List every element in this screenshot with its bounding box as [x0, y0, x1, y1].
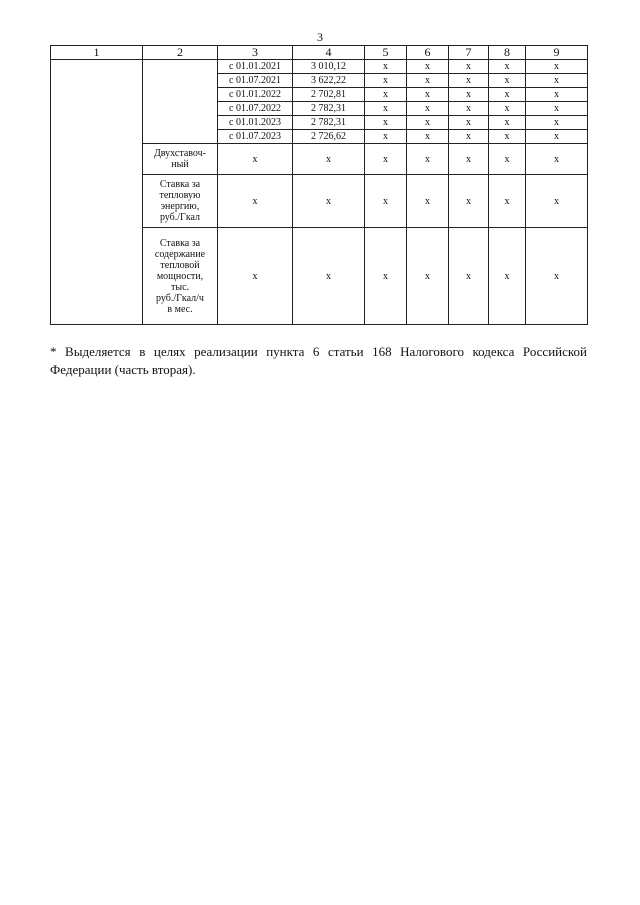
- x-mark-cell: x: [365, 144, 407, 175]
- tariff-value-cell: 2 782,31: [293, 102, 365, 116]
- x-mark-cell: x: [449, 228, 489, 325]
- x-mark-cell: x: [365, 102, 407, 116]
- x-mark-cell: x: [407, 88, 449, 102]
- x-mark-cell: x: [449, 88, 489, 102]
- empty-cell: [51, 60, 143, 325]
- x-mark-cell: x: [293, 175, 365, 228]
- rate-label-cell: Ставка за содержание тепловой мощности, тыс. руб./Гкал/ч в мес.: [143, 228, 218, 325]
- x-mark-cell: x: [218, 144, 293, 175]
- column-number-header: 5: [365, 46, 407, 60]
- table-row: [51, 60, 588, 74]
- tariff-value-cell: 2 702,81: [293, 88, 365, 102]
- x-mark-cell: x: [526, 102, 588, 116]
- x-mark-cell: x: [293, 228, 365, 325]
- tariff-value-cell: 2 782,31: [293, 116, 365, 130]
- x-mark-cell: x: [407, 116, 449, 130]
- x-mark-cell: x: [489, 88, 526, 102]
- rate-label-cell: Двухставоч- ный: [143, 144, 218, 175]
- x-mark-cell: x: [449, 116, 489, 130]
- date-cell: с 01.01.2023: [218, 116, 293, 130]
- x-mark-cell: x: [407, 74, 449, 88]
- date-cell: с 01.07.2023: [218, 130, 293, 144]
- x-mark-cell: x: [526, 88, 588, 102]
- x-mark-cell: x: [526, 116, 588, 130]
- date-cell: с 01.07.2022: [218, 102, 293, 116]
- x-mark-cell: x: [365, 60, 407, 74]
- x-mark-cell: x: [489, 102, 526, 116]
- column-number-header: 8: [489, 46, 526, 60]
- x-mark-cell: x: [489, 175, 526, 228]
- column-number-header: 9: [526, 46, 588, 60]
- tariff-value-cell: 3 622,22: [293, 74, 365, 88]
- x-mark-cell: x: [407, 102, 449, 116]
- x-mark-cell: x: [489, 116, 526, 130]
- empty-cell: [143, 60, 218, 144]
- footnote: * Выделяется в целях реализации пункта 6 статьи 168 Налогового кодекса Российской Федерации (часть вторая).: [50, 344, 587, 377]
- x-mark-cell: x: [489, 144, 526, 175]
- x-mark-cell: x: [365, 88, 407, 102]
- tariff-value-cell: 3 010,12: [293, 60, 365, 74]
- column-number-header: 6: [407, 46, 449, 60]
- x-mark-cell: x: [407, 60, 449, 74]
- x-mark-cell: x: [449, 144, 489, 175]
- x-mark-cell: x: [365, 175, 407, 228]
- x-mark-cell: x: [526, 74, 588, 88]
- tariff-value-cell: 2 726,62: [293, 130, 365, 144]
- x-mark-cell: x: [407, 228, 449, 325]
- x-mark-cell: x: [526, 228, 588, 325]
- x-mark-cell: x: [449, 130, 489, 144]
- rate-label-cell: Ставка за тепловую энергию, руб./Гкал: [143, 175, 218, 228]
- column-number-header: 4: [293, 46, 365, 60]
- x-mark-cell: x: [526, 175, 588, 228]
- x-mark-cell: x: [365, 74, 407, 88]
- column-number-header: 3: [218, 46, 293, 60]
- x-mark-cell: x: [526, 130, 588, 144]
- date-cell: с 01.07.2021: [218, 74, 293, 88]
- x-mark-cell: x: [449, 102, 489, 116]
- column-number-header: 1: [51, 46, 143, 60]
- date-cell: с 01.01.2022: [218, 88, 293, 102]
- x-mark-cell: x: [365, 116, 407, 130]
- tariff-table: [50, 45, 588, 325]
- x-mark-cell: x: [365, 130, 407, 144]
- x-mark-cell: x: [218, 228, 293, 325]
- x-mark-cell: x: [489, 228, 526, 325]
- x-mark-cell: x: [365, 228, 407, 325]
- x-mark-cell: x: [218, 175, 293, 228]
- page-number: 3: [317, 30, 323, 44]
- column-number-header: 2: [143, 46, 218, 60]
- x-mark-cell: x: [293, 144, 365, 175]
- x-mark-cell: x: [449, 175, 489, 228]
- x-mark-cell: x: [526, 144, 588, 175]
- table-header-row: [51, 46, 588, 60]
- column-number-header: 7: [449, 46, 489, 60]
- x-mark-cell: x: [407, 175, 449, 228]
- x-mark-cell: x: [526, 60, 588, 74]
- x-mark-cell: x: [407, 144, 449, 175]
- x-mark-cell: x: [407, 130, 449, 144]
- date-cell: с 01.01.2021: [218, 60, 293, 74]
- x-mark-cell: x: [489, 74, 526, 88]
- x-mark-cell: x: [489, 130, 526, 144]
- x-mark-cell: x: [489, 60, 526, 74]
- x-mark-cell: x: [449, 74, 489, 88]
- x-mark-cell: x: [449, 60, 489, 74]
